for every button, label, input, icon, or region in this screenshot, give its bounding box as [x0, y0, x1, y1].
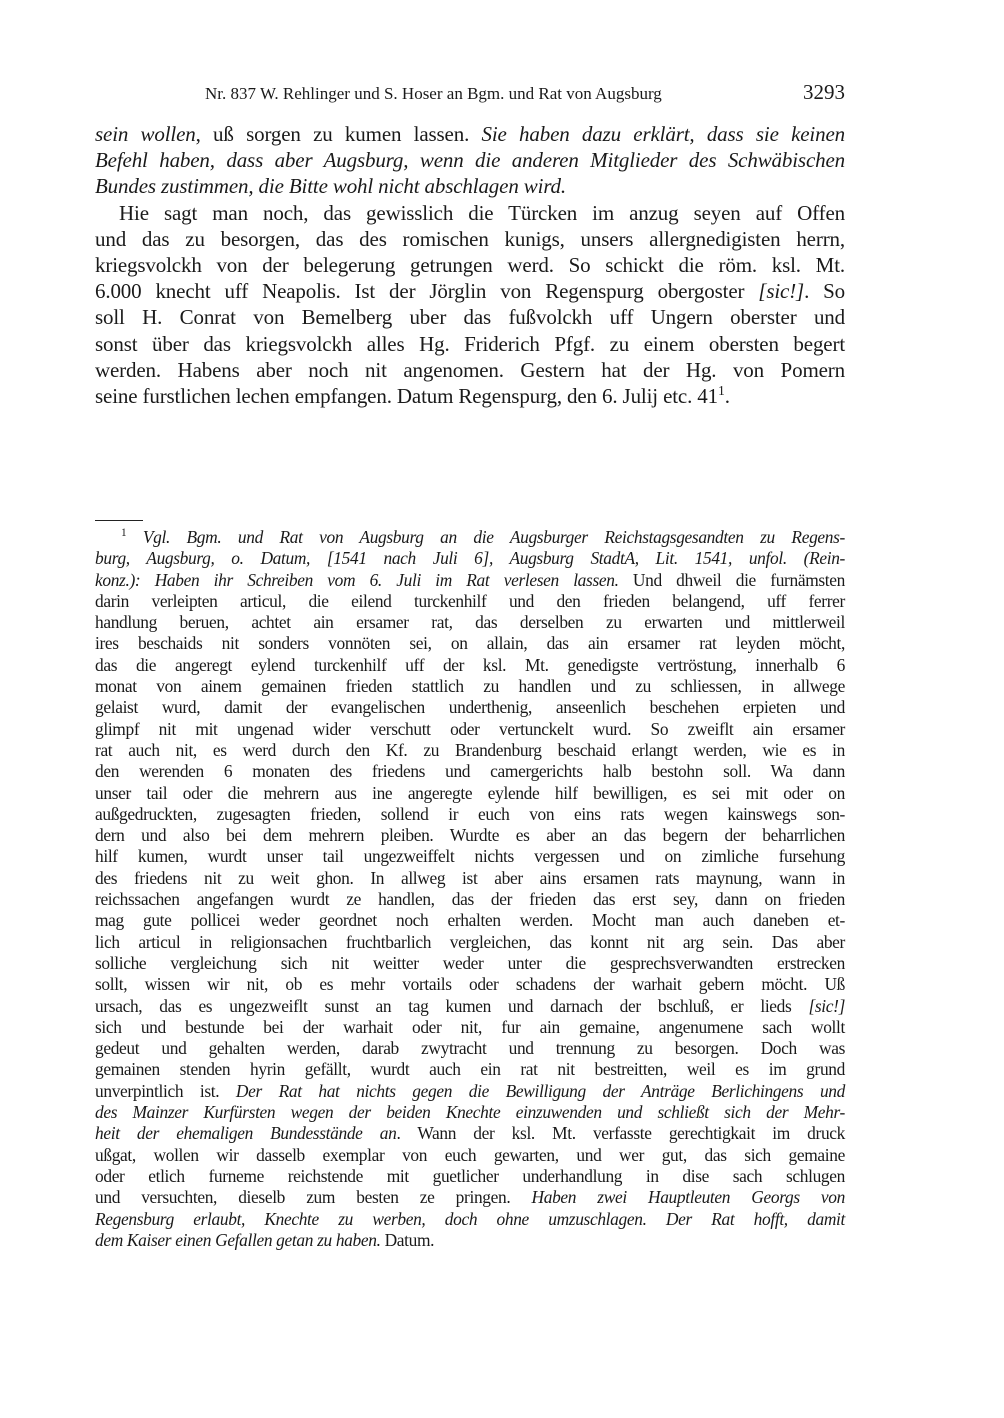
- text-segment: sonst über das kriegsvolckh alles Hg. Friderich Pfgf. zu einem obersten begert: [95, 331, 845, 356]
- text-segment: kriegsvolckh von der belegerung getrungen werd. So schickt die röm. ksl. Mt.: [95, 253, 845, 278]
- editorial-italic-text: Vgl. Bgm. und Rat von Augsburg an die Augsburger Reichstagsgesandten zu Regens-: [142, 527, 845, 547]
- text-segment: lich articul in religionsachen fruchtbarlich vergleichen, das konnt nit arg sein. Das aber: [95, 931, 845, 952]
- text-segment: gemainen stenden hyrin gefällt, wurdt auch ein rat nit bestreitten, weil es im grund: [95, 1059, 845, 1080]
- footnote-line: [95, 868, 845, 889]
- text-segment: ursach, das es ungezweiflt sunst an tag kumen und darnach der bschluß, er lieds: [95, 995, 809, 1016]
- text-segment: mag gute pollicei weder geordnet noch erhalten werden. Mocht man auch daneben et-: [95, 910, 845, 931]
- text-segment: dern und also bei dem mehrern pleiben. Wurdte es aber an das begern der beharrlichen: [95, 825, 845, 846]
- footnote-line: [95, 1187, 845, 1208]
- footnote-line: [95, 612, 845, 633]
- footnote-line: [95, 1102, 845, 1123]
- footnote-line: [95, 932, 845, 953]
- footnote-line: [95, 889, 845, 910]
- footnote-line: [95, 910, 845, 931]
- editorial-italic-text: Der Rat hat nichts gegen die Bewilligung der Anträge Berlichingens und: [235, 1080, 845, 1101]
- editorial-italic-text: Regensburg erlaubt, Knechte zu werben, doch ohne umzuschlagen. Der Rat hofft, damit: [95, 1208, 845, 1229]
- text-segment: sollt, wissen wir nit, ob es mehr vortails oder schadens der warhait gebern möcht. Uß: [95, 974, 845, 995]
- main-line: [95, 304, 845, 330]
- text-segment: oder etlich furneme reichstende mit guetlicher underhandlung in dise sach schlugen: [95, 1165, 845, 1186]
- footnote-rule: [95, 520, 143, 521]
- running-title: Nr. 837 W. Rehlinger und S. Hoser an Bgm. und Rat von Augsburg: [205, 84, 662, 103]
- main-line: [95, 147, 845, 173]
- editorial-italic-text: des Mainzer Kurfürsten wegen der beiden Knechte einzuwenden und schließt sich der Mehr-: [95, 1102, 845, 1123]
- text-segment: Datum.: [380, 1229, 435, 1250]
- editorial-italic-text: Bundes zustimmen, die Bitte wohl nicht abschlagen wird.: [95, 174, 567, 199]
- footnote-line: [95, 570, 845, 591]
- text-segment: hilf kumen, wurdt unser tail ungezweiffelt nichts vergessen und on zimliche fursehung: [95, 846, 845, 867]
- text-segment: den werenden 6 monaten des friedens und camergerichts halb bestohn soll. Wa dann: [95, 761, 845, 782]
- text-segment: sich und bestunde bei der warhait oder nit, fur ain gemaine, angenumene sach wollt: [95, 1016, 845, 1037]
- footnote-line: [95, 527, 845, 548]
- footnote-line: [95, 953, 845, 974]
- text-segment: gelaist wurd, damit der evangelischen underthenig, anseenlich beschehen erpieten und: [95, 697, 845, 718]
- footnote-line: [95, 719, 845, 740]
- footnote-line: [95, 1123, 845, 1144]
- text-segment: Und dhweil die furnämsten: [618, 569, 845, 590]
- footnote: [95, 527, 845, 1251]
- text-segment: und versuchten, dieselb zum besten ze pringen.: [95, 1187, 532, 1208]
- footnote-line: [95, 740, 845, 761]
- page-number: 3293: [803, 80, 845, 104]
- footnote-line: [95, 996, 845, 1017]
- text-segment: . So: [804, 279, 845, 304]
- text-segment: .: [724, 384, 730, 409]
- footnote-line: [95, 697, 845, 718]
- main-line: [95, 121, 845, 147]
- main-line: [95, 200, 845, 226]
- footnote-line: [95, 1038, 845, 1059]
- text-segment: handlung beruen, achtet ain ersamer rat, das derselben zu erwarten und mittlerweil: [95, 612, 845, 633]
- text-segment: reichssachen angefangen wurdt ze handlen, das der frieden das erst sey, dann on frieden: [95, 889, 845, 910]
- text-segment: unverpintlich ist.: [95, 1080, 236, 1101]
- main-line: [95, 226, 845, 252]
- editorial-italic-text: Sie haben dazu erklärt, dass sie keinen: [481, 122, 845, 146]
- footnote-line: [95, 1059, 845, 1080]
- footnote-line: [95, 1081, 845, 1102]
- editorial-italic-text: dem Kaiser einen Gefallen getan zu haben.: [95, 1229, 381, 1250]
- text-segment: unser tail oder die mehrern aus ine angeregte eylende hilf bewilligen, es sei mit oder on: [95, 782, 845, 803]
- text-segment: des friedens nit zu weit ghon. In allweg ist aber ains ersamen rats maynung, wann in: [95, 867, 845, 888]
- footnote-line: [95, 846, 845, 867]
- editorial-italic-text: Haben zwei Hauptleuten Georgs von: [531, 1187, 845, 1208]
- editorial-italic-text: [sic!]: [758, 279, 805, 304]
- footnote-line: [95, 974, 845, 995]
- editorial-italic-text: burg, Augsburg, o. Datum, [1541 nach Juli 6], Augsburg StadtA, Lit. 1541, unfol. (Rein-: [95, 548, 845, 569]
- text-segment: [126, 527, 143, 547]
- text-segment: monat von ainem gemainen frieden stattlich zu handlen und zu schliessen, in allwege: [95, 676, 845, 697]
- editorial-italic-text: konz.): Haben ihr Schreiben vom 6. Juli im Rat verlesen lassen.: [95, 569, 619, 590]
- text-segment: und das zu besorgen, das des romischen kunigs, unsers allergnedigisten herrn,: [95, 226, 845, 251]
- editorial-italic-text: heit der ehemaligen Bundesstände an: [95, 1123, 397, 1144]
- footnote-line: [95, 1209, 845, 1230]
- footnote-line: [95, 1166, 845, 1187]
- footnote-line: [95, 783, 845, 804]
- footnote-line: [95, 761, 845, 782]
- main-line: [95, 173, 845, 199]
- footnote-marker: 1: [718, 383, 725, 399]
- footnote-line: [95, 1230, 845, 1251]
- main-line: [95, 278, 845, 304]
- main-line: [95, 331, 845, 357]
- text-segment: . Wann der ksl. Mt. verfasste gerechtigkait im druck: [396, 1123, 845, 1144]
- main-line: [95, 383, 845, 409]
- text-segment: das die angeregt eylend turckenhilf uff der ksl. Mt. genedigste vertröstung, innerhalb 6: [95, 654, 845, 675]
- footnote-line: [95, 804, 845, 825]
- footnote-line: [95, 633, 845, 654]
- text-segment: werden. Habens aber noch nit angenomen. Gestern hat der Hg. von Pomern: [95, 357, 845, 382]
- main-text: [95, 121, 845, 409]
- footnote-marker: 1: [121, 527, 127, 540]
- text-segment: rat auch nit, es werd durch den Kf. zu Brandenburg beschaid erlangt werden, wie es in: [95, 739, 845, 760]
- editorial-italic-text: sein wollen: [95, 122, 196, 146]
- footnote-line: [95, 676, 845, 697]
- text-segment: glimpf nit mit ungenad wider verschutt oder vertunckelt wurd. So zweiflt ain ersamer: [95, 718, 845, 739]
- footnote-line: [95, 1145, 845, 1166]
- main-line: [95, 252, 845, 278]
- text-segment: darin verleipten articul, die eilend turckenhilf und den frieden belangend, uff ferrer: [95, 590, 845, 611]
- text-segment: , uß sorgen zu kumen lassen.: [195, 122, 482, 146]
- editorial-italic-text: [sic!]: [808, 995, 845, 1016]
- footnote-line: [95, 655, 845, 676]
- footnote-line: [95, 1017, 845, 1038]
- text-segment: gedeut und gehalten werden, darab zwytracht und trennung zu besorgen. Doch was: [95, 1038, 845, 1059]
- footnote-line: [95, 548, 845, 569]
- running-header: [95, 80, 845, 110]
- text-segment: solliche vergleichung sich nit weitter weder unter die gesprechsverwandten erstrecken: [95, 952, 845, 973]
- editorial-italic-text: Befehl haben, dass aber Augsburg, wenn die anderen Mitglieder des Schwäbischen: [95, 148, 845, 173]
- footnote-line: [95, 825, 845, 846]
- text-segment: ires beschaids nit sonders vonnöten sei, on allain, das ain ersamer rat leyden möcht,: [95, 633, 845, 654]
- main-line: [95, 357, 845, 383]
- text-segment: außgedruckten, zugesagten frieden, sollend ir euch von eins rats wegen kainswegs son-: [95, 803, 845, 824]
- text-segment: soll H. Conrat von Bemelberg uber das fußvolckh uff Ungern oberster und: [95, 305, 845, 330]
- text-segment: ußgat, wollen wir dasselb exemplar von euch gewarten, und wer gut, das sich gemaine: [95, 1144, 845, 1165]
- footnote-line: [95, 591, 845, 612]
- text-segment: 6.000 knecht uff Neapolis. Ist der Jörglin von Regenspurg obergoster: [95, 279, 759, 304]
- text-segment: seine furstlichen lechen empfangen. Datum Regenspurg, den 6. Julij etc. 41: [95, 384, 719, 409]
- text-segment: Hie sagt man noch, das gewisslich die Türcken im anzug seyen auf Offen: [119, 200, 845, 225]
